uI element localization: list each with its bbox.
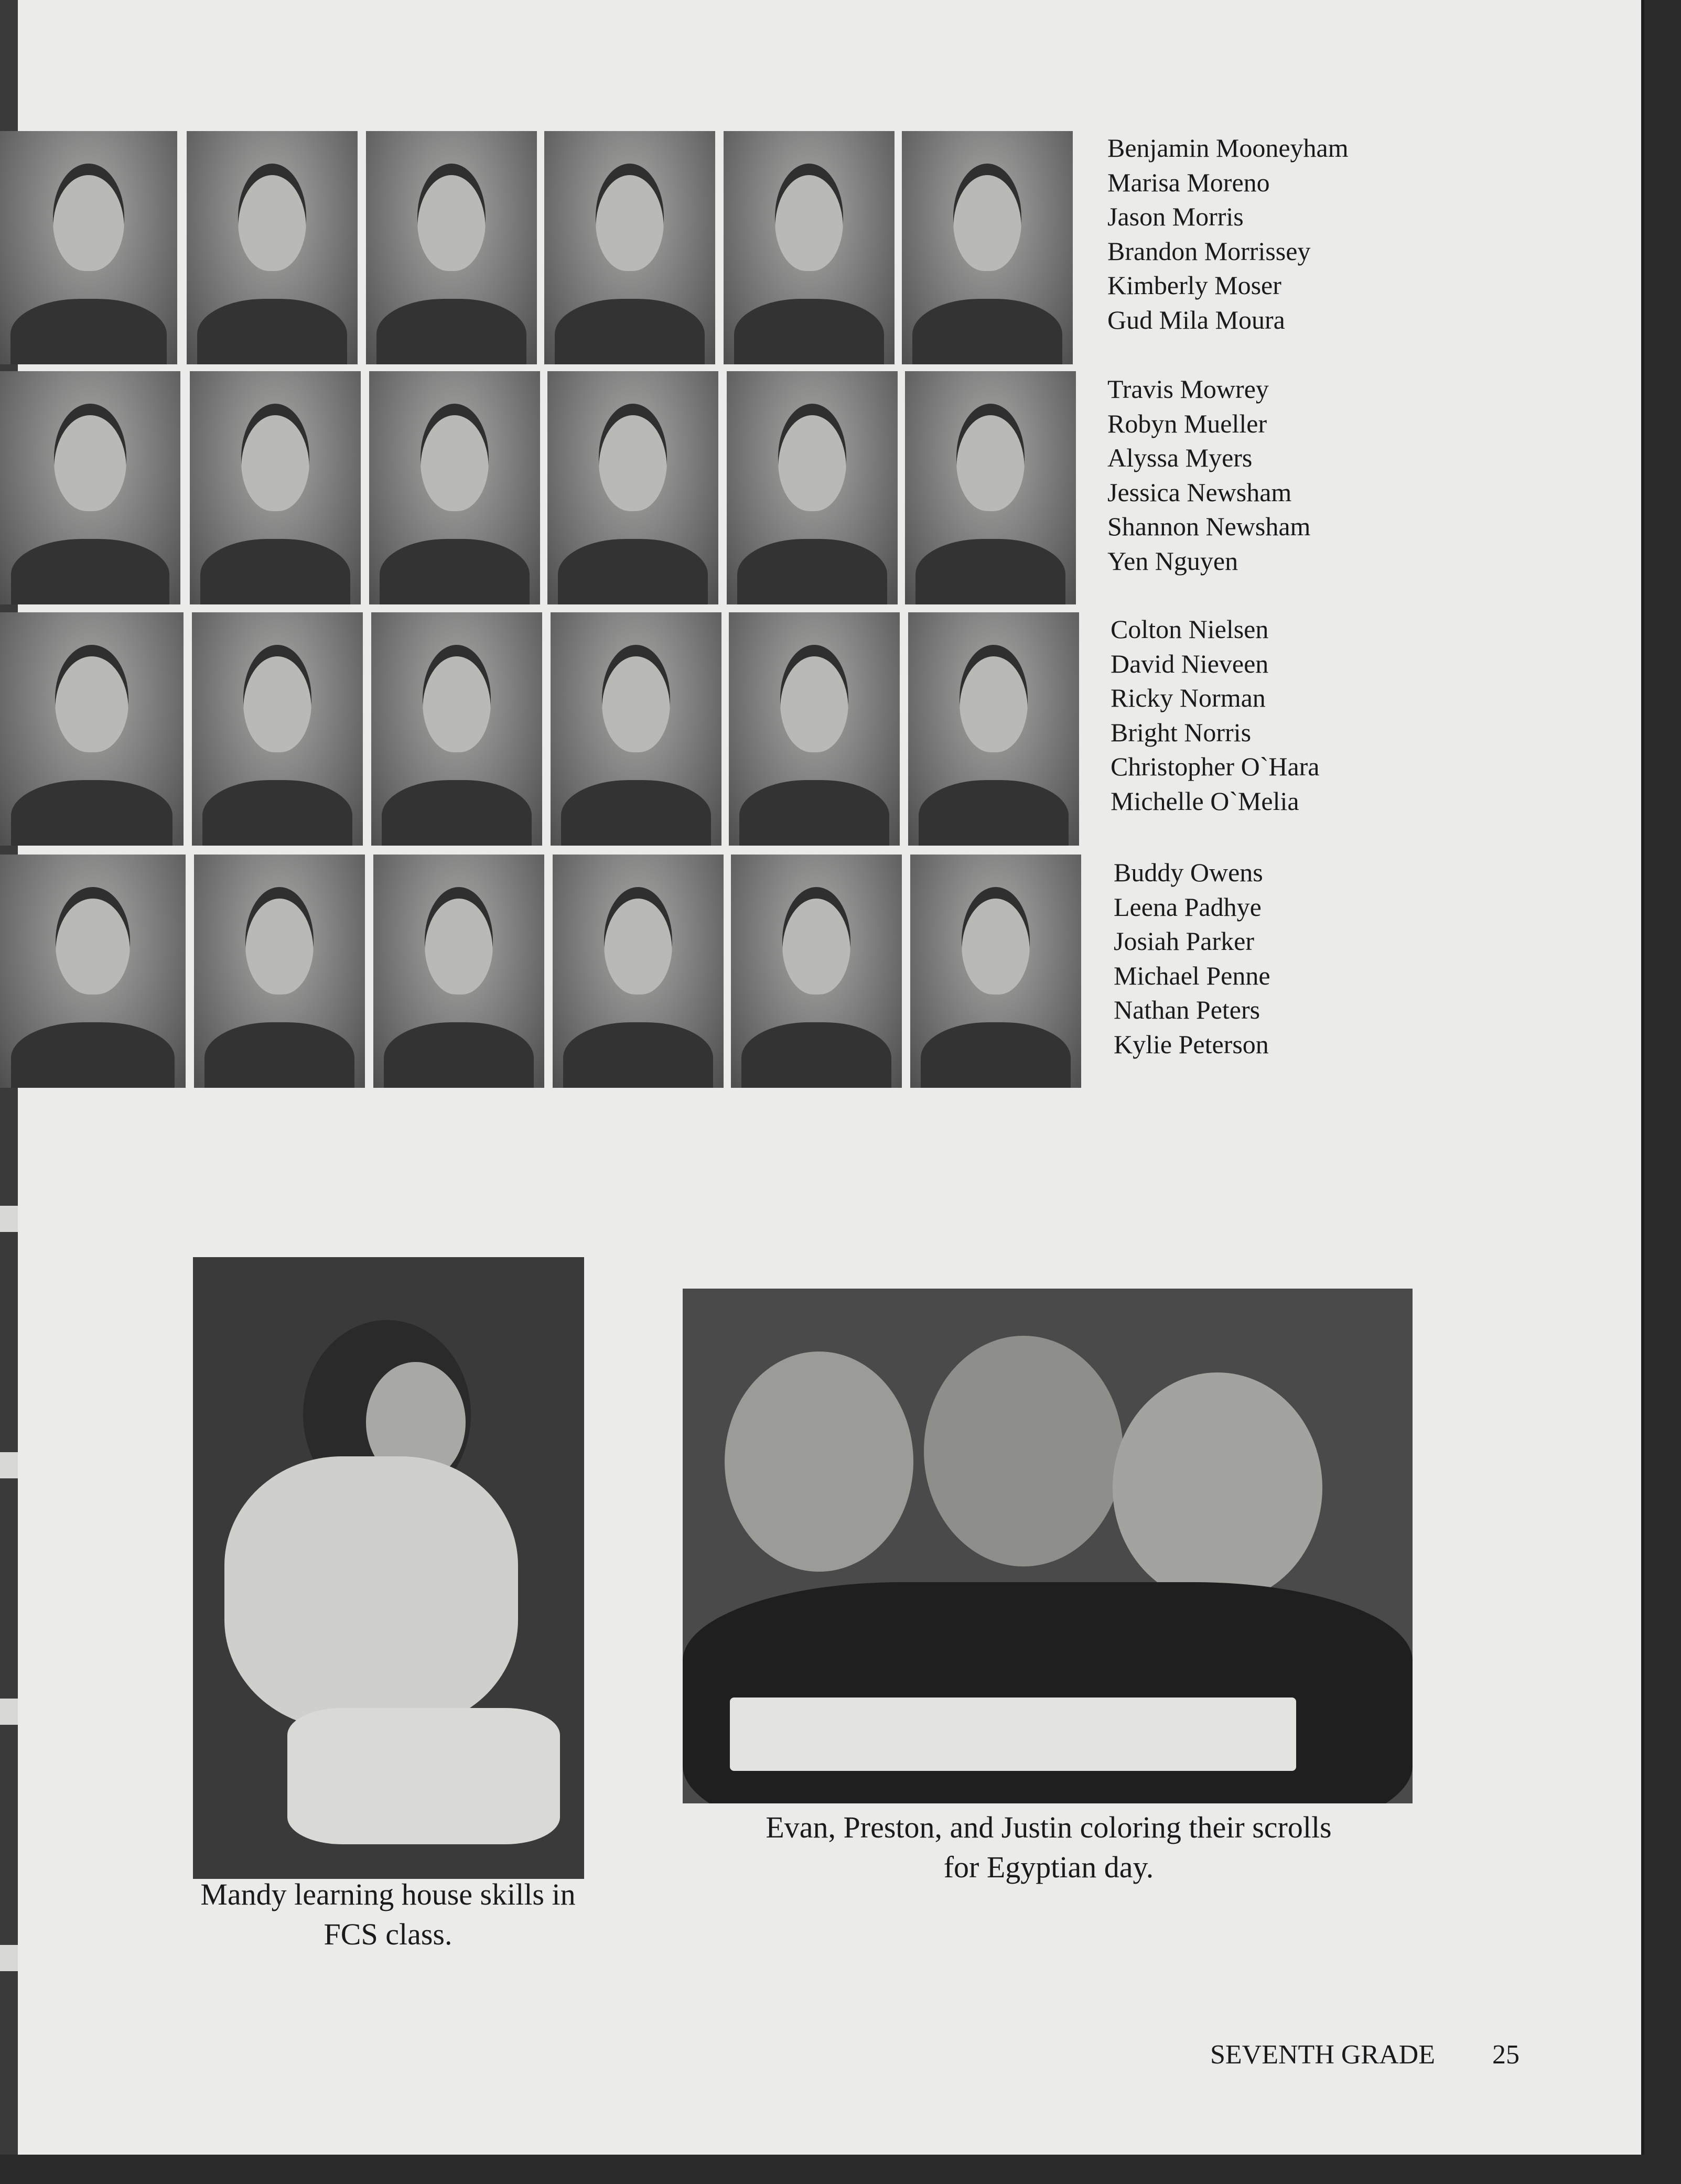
portrait-photo <box>902 131 1073 364</box>
student-name: Kimberly Moser <box>1107 271 1281 300</box>
section-footer: SEVENTH GRADE <box>1210 2040 1435 2070</box>
portrait-photo <box>369 371 540 604</box>
page-number: 25 <box>1492 2040 1520 2070</box>
student-name: Kylie Peterson <box>1114 1029 1269 1059</box>
portrait-photo <box>0 855 186 1088</box>
student-name: Robyn Mueller <box>1107 408 1267 438</box>
portrait-photo <box>727 371 898 604</box>
caption-right <box>676 1808 1421 1887</box>
name-list-row-4 <box>1114 856 1439 1062</box>
portrait-photo <box>551 612 721 846</box>
student-name: David Nieveen <box>1111 648 1269 678</box>
portrait-photo <box>729 612 900 846</box>
student-name: Gud Mila Moura <box>1107 305 1285 334</box>
student-name: Brandon Morrissey <box>1107 236 1311 266</box>
caption-line: Evan, Preston, and Justin coloring their scrolls <box>766 1810 1332 1844</box>
portrait-photo <box>0 612 184 846</box>
portrait-photo <box>731 855 902 1088</box>
candid-photo-ironing <box>193 1257 584 1879</box>
student-name: Bright Norris <box>1111 717 1252 747</box>
student-name: Ricky Norman <box>1111 683 1266 712</box>
student-name: Buddy Owens <box>1114 858 1263 887</box>
portrait-photo <box>187 131 358 364</box>
portrait-photo <box>371 612 542 846</box>
student-name: Marisa Moreno <box>1107 167 1270 197</box>
student-name: Yen Nguyen <box>1107 546 1238 576</box>
portrait-photo <box>366 131 537 364</box>
student-name: Michael Penne <box>1114 960 1270 990</box>
student-name: Jessica Newsham <box>1107 477 1292 507</box>
portrait-photo <box>194 855 365 1088</box>
name-list-row-2 <box>1107 372 1432 578</box>
candid-photo-scrolls <box>683 1289 1413 1803</box>
caption-line: FCS class. <box>324 1917 452 1951</box>
student-name: Benjamin Mooneyham <box>1107 133 1349 163</box>
portrait-photo <box>373 855 544 1088</box>
student-name: Michelle O`Melia <box>1111 786 1299 816</box>
portrait-photo <box>724 131 895 364</box>
portrait-photo <box>908 612 1079 846</box>
student-name: Colton Nielsen <box>1111 614 1269 644</box>
portrait-photo <box>544 131 715 364</box>
portrait-photo <box>910 855 1081 1088</box>
name-list-row-3 <box>1111 612 1436 818</box>
student-name: Christopher O`Hara <box>1111 752 1320 781</box>
caption-line: Mandy learning house skills in <box>200 1877 576 1911</box>
student-name: Shannon Newsham <box>1107 512 1311 541</box>
student-name: Nathan Peters <box>1114 995 1260 1024</box>
portrait-photo <box>553 855 724 1088</box>
caption-line: for Egyptian day. <box>943 1850 1154 1884</box>
student-name: Travis Mowrey <box>1107 374 1269 404</box>
student-name: Josiah Parker <box>1114 926 1254 956</box>
portrait-photo <box>0 131 177 364</box>
portrait-photo <box>547 371 718 604</box>
portrait-photo <box>190 371 361 604</box>
student-name: Leena Padhye <box>1114 892 1262 922</box>
portrait-photo <box>0 371 180 604</box>
student-name: Jason Morris <box>1107 202 1244 231</box>
caption-left <box>157 1875 619 1954</box>
student-name: Alyssa Myers <box>1107 443 1253 472</box>
portrait-photo <box>192 612 363 846</box>
portrait-photo <box>905 371 1076 604</box>
name-list-row-1 <box>1107 131 1432 337</box>
